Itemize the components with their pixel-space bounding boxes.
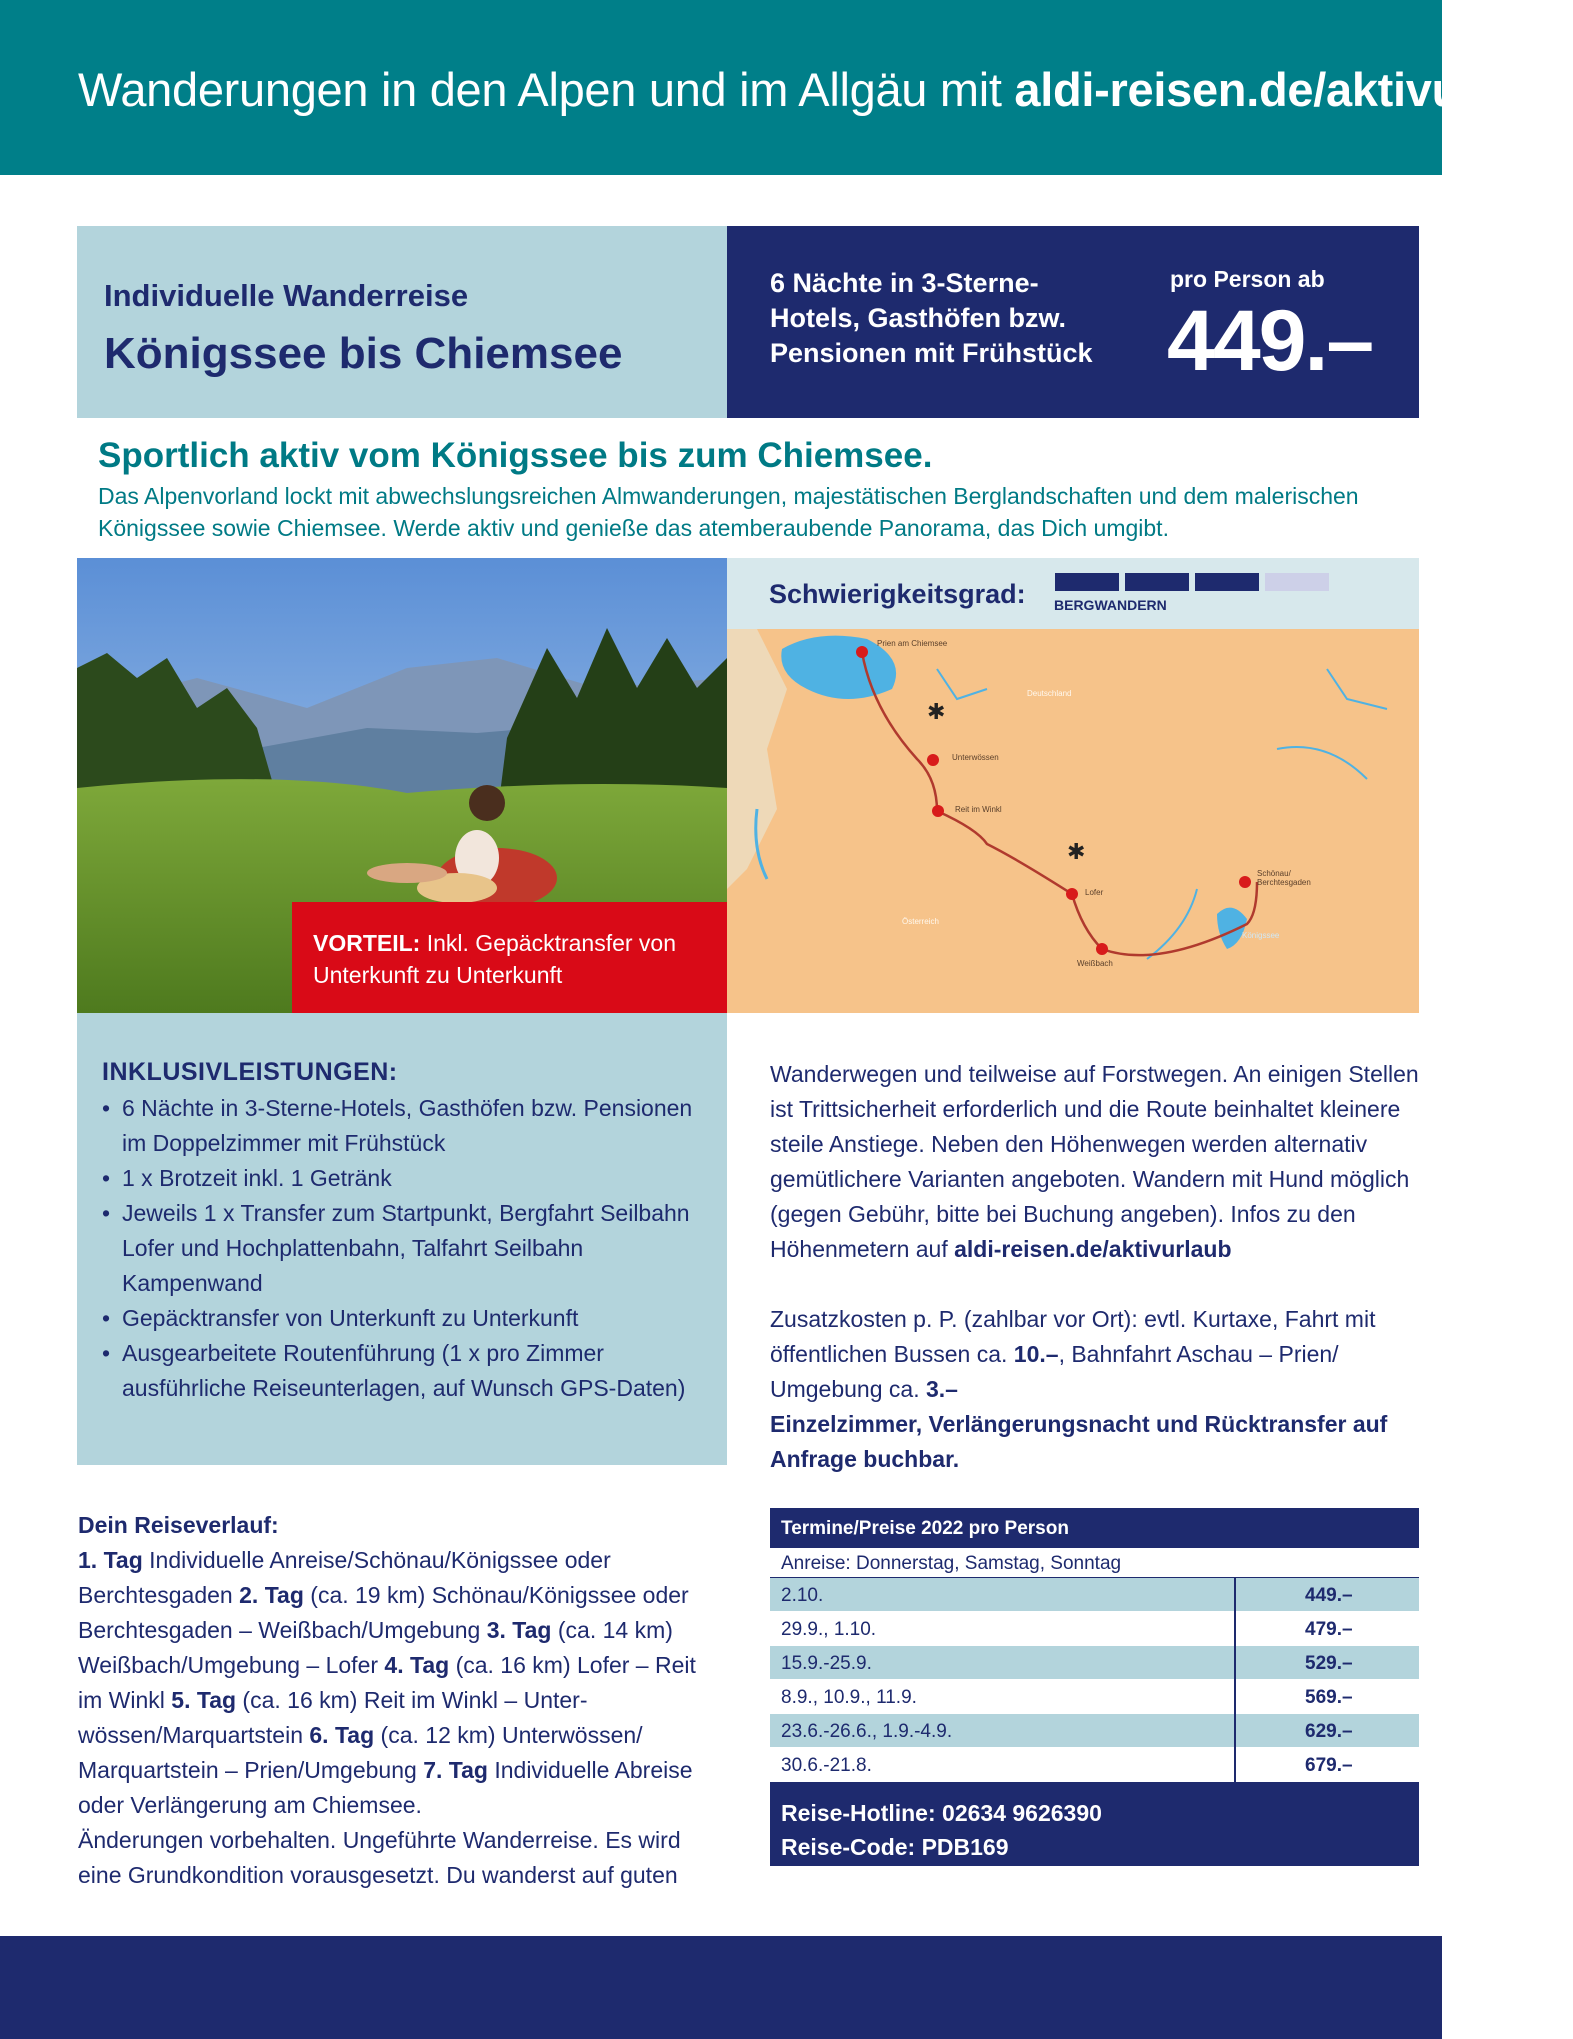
- difficulty-level: BERGWANDERN: [1054, 597, 1167, 613]
- banner-link[interactable]: aldi-reisen.de/aktivurlaub: [1014, 63, 1573, 116]
- description-paragraph: Wanderwegen und teilweise auf Forstwegen. An einigen Stellen ist Trittsicherheit erforderlich und die Route beinhaltet kleinere steile Anstiege. Neben den Höhenwegen werden alternativ gemütlichere Varianten angeboten. Wandern mit Hund möglich (gegen Gebühr, bitte bei Buchung angeben). Infos zu den Höhenmetern auf aldi-reisen.de/aktivurlaub: [770, 1061, 1419, 1262]
- map-label: Österreich: [902, 917, 939, 926]
- intro-text: Das Alpenvorland lockt mit abwechslungsreichen Almwanderungen, majestätischen Berglandschaften und dem malerischen Königssee sowie Chiemsee. Werde aktiv und genieße das atemberaubende Panorama, das Dich umgibt.: [98, 483, 1359, 542]
- svg-text:✱: ✱: [927, 700, 946, 725]
- route-map: [727, 629, 1419, 1013]
- table-row: 8.9., 10.9., 11.9. 569.–: [770, 1680, 1419, 1714]
- travel-code: Reise-Code: PDB169: [781, 1834, 1009, 1860]
- banner-text: Wanderungen in den Alpen und im Allgäu mit aldi-reisen.de/aktivurlaub: [78, 63, 1573, 116]
- bottom-band: [0, 1936, 1442, 2039]
- map-label: Lofer: [1085, 888, 1104, 897]
- difficulty-segment: [1125, 573, 1189, 591]
- top-banner: [0, 0, 1573, 175]
- difficulty-segment: [1265, 573, 1329, 591]
- table-row: 23.6.-26.6., 1.9.-4.9. 629.–: [770, 1714, 1419, 1748]
- table-row: 2.10. 449.–: [770, 1578, 1419, 1612]
- offer-price-box: [727, 226, 1419, 418]
- table-row: 15.9.-25.9. 529.–: [770, 1646, 1419, 1680]
- description: [770, 1057, 1420, 1477]
- map-label: Weißbach: [1077, 959, 1113, 968]
- price-label: pro Person ab: [1170, 266, 1325, 292]
- map-label: Reit im Winkl: [955, 805, 1002, 814]
- difficulty-label: Schwierigkeitsgrad:: [769, 579, 1026, 609]
- difficulty-segment: [1055, 573, 1119, 591]
- inclusive-heading: INKLUSIVLEISTUNGEN:: [102, 1058, 398, 1086]
- difficulty-segment: [1195, 573, 1259, 591]
- advantage-box: VORTEIL: Inkl. Gepäcktransfer von Unterkunft zu Unterkunft: [292, 902, 727, 1013]
- offer-header: [77, 226, 727, 418]
- arrival-days: Anreise: Donnerstag, Samstag, Sonntag: [770, 1548, 1419, 1578]
- extra-costs: Zusatzkosten p. P. (zahlbar vor Ort): evtl. Kurtaxe, Fahrt mit öffentlichen Bussen ca. 10.–, Bahnfahrt Aschau – Prien/ Umgebung ca. 3.–: [770, 1306, 1376, 1402]
- map-label: Königssee: [1242, 931, 1280, 940]
- price-table: [770, 1508, 1419, 1866]
- list-item: • Ausgearbeitete Routenführung (1 x pro Zimmer ausführliche Reiseunterlagen, auf Wunsch GPS-Daten): [102, 1336, 702, 1406]
- list-item: • 1 x Brotzeit inkl. 1 Getränk: [102, 1161, 702, 1196]
- itinerary-days: 1. Tag Individuelle Anreise/Schönau/Königssee oder Berchtesgaden 2. Tag (ca. 19 km) Schönau/Königssee oder Berchtesgaden – Weißbach/Umgebung 3. Tag (ca. 14 km) Weißbach/Umgebung – Lofer 4. Tag (ca. 16 km) Lofer – Reit im Winkl 5. Tag (ca. 16 km) Reit im Winkl – Unter-wössen/Marquartstein 6. Tag (ca. 12 km) Unterwössen/ Marquartstein – Prien/Umgebung 7. Tag Individuelle Abreise oder Verlängerung am Chiemsee.: [78, 1547, 696, 1818]
- offer-nights: 6 Nächte in 3-Sterne-Hotels, Gasthöfen bzw. Pensionen mit Frühstück: [770, 268, 1093, 369]
- list-item: • Jeweils 1 x Transfer zum Startpunkt, Bergfahrt Seilbahn Lofer und Hochplattenbahn, Talfahrt Seilbahn Kampenwand: [102, 1196, 702, 1301]
- itinerary-heading: Dein Reiseverlauf:: [78, 1512, 279, 1538]
- offer-title: Königssee bis Chiemsee: [104, 329, 623, 378]
- svg-text:✱: ✱: [1067, 840, 1086, 865]
- list-item: • Gepäcktransfer von Unterkunft zu Unterkunft: [102, 1301, 702, 1336]
- map-label: Unterwössen: [952, 753, 999, 762]
- difficulty-bar: [727, 558, 1419, 629]
- itinerary-note: Änderungen vorbehalten. Ungeführte Wanderreise. Es wird eine Grundkondition vorausgesetzt. Du wanderst auf guten: [78, 1827, 681, 1888]
- table-row: 29.9., 1.10. 479.–: [770, 1612, 1419, 1646]
- offer-subtitle: Individuelle Wanderreise: [104, 278, 469, 313]
- headline: Sportlich aktiv vom Königssee bis zum Chiemsee.: [98, 436, 933, 475]
- table-row: 30.6.-21.8. 679.–: [770, 1748, 1419, 1782]
- list-item: • 6 Nächte in 3-Sterne-Hotels, Gasthöfen bzw. Pensionen im Doppelzimmer mit Frühstück: [102, 1091, 702, 1161]
- map-label: Deutschland: [1027, 689, 1072, 698]
- offer-price: 449.–: [1167, 293, 1373, 389]
- aktivurlaub-link[interactable]: aldi-reisen.de/aktivurlaub: [954, 1236, 1232, 1262]
- itinerary: [78, 1508, 718, 1893]
- map-label: Schönau/ Berchtesgaden: [1257, 869, 1311, 887]
- map-label: Prien am Chiemsee: [877, 639, 948, 648]
- hotline[interactable]: Reise-Hotline: 02634 9626390: [781, 1800, 1102, 1826]
- price-table-heading: Termine/Preise 2022 pro Person: [770, 1508, 1419, 1548]
- inclusive-services: [77, 1013, 727, 1465]
- inclusive-list: [102, 1091, 702, 1406]
- extra-options: Einzelzimmer, Verlängerungsnacht und Rücktransfer auf Anfrage buchbar.: [770, 1411, 1388, 1472]
- booking-info: [770, 1782, 1419, 1866]
